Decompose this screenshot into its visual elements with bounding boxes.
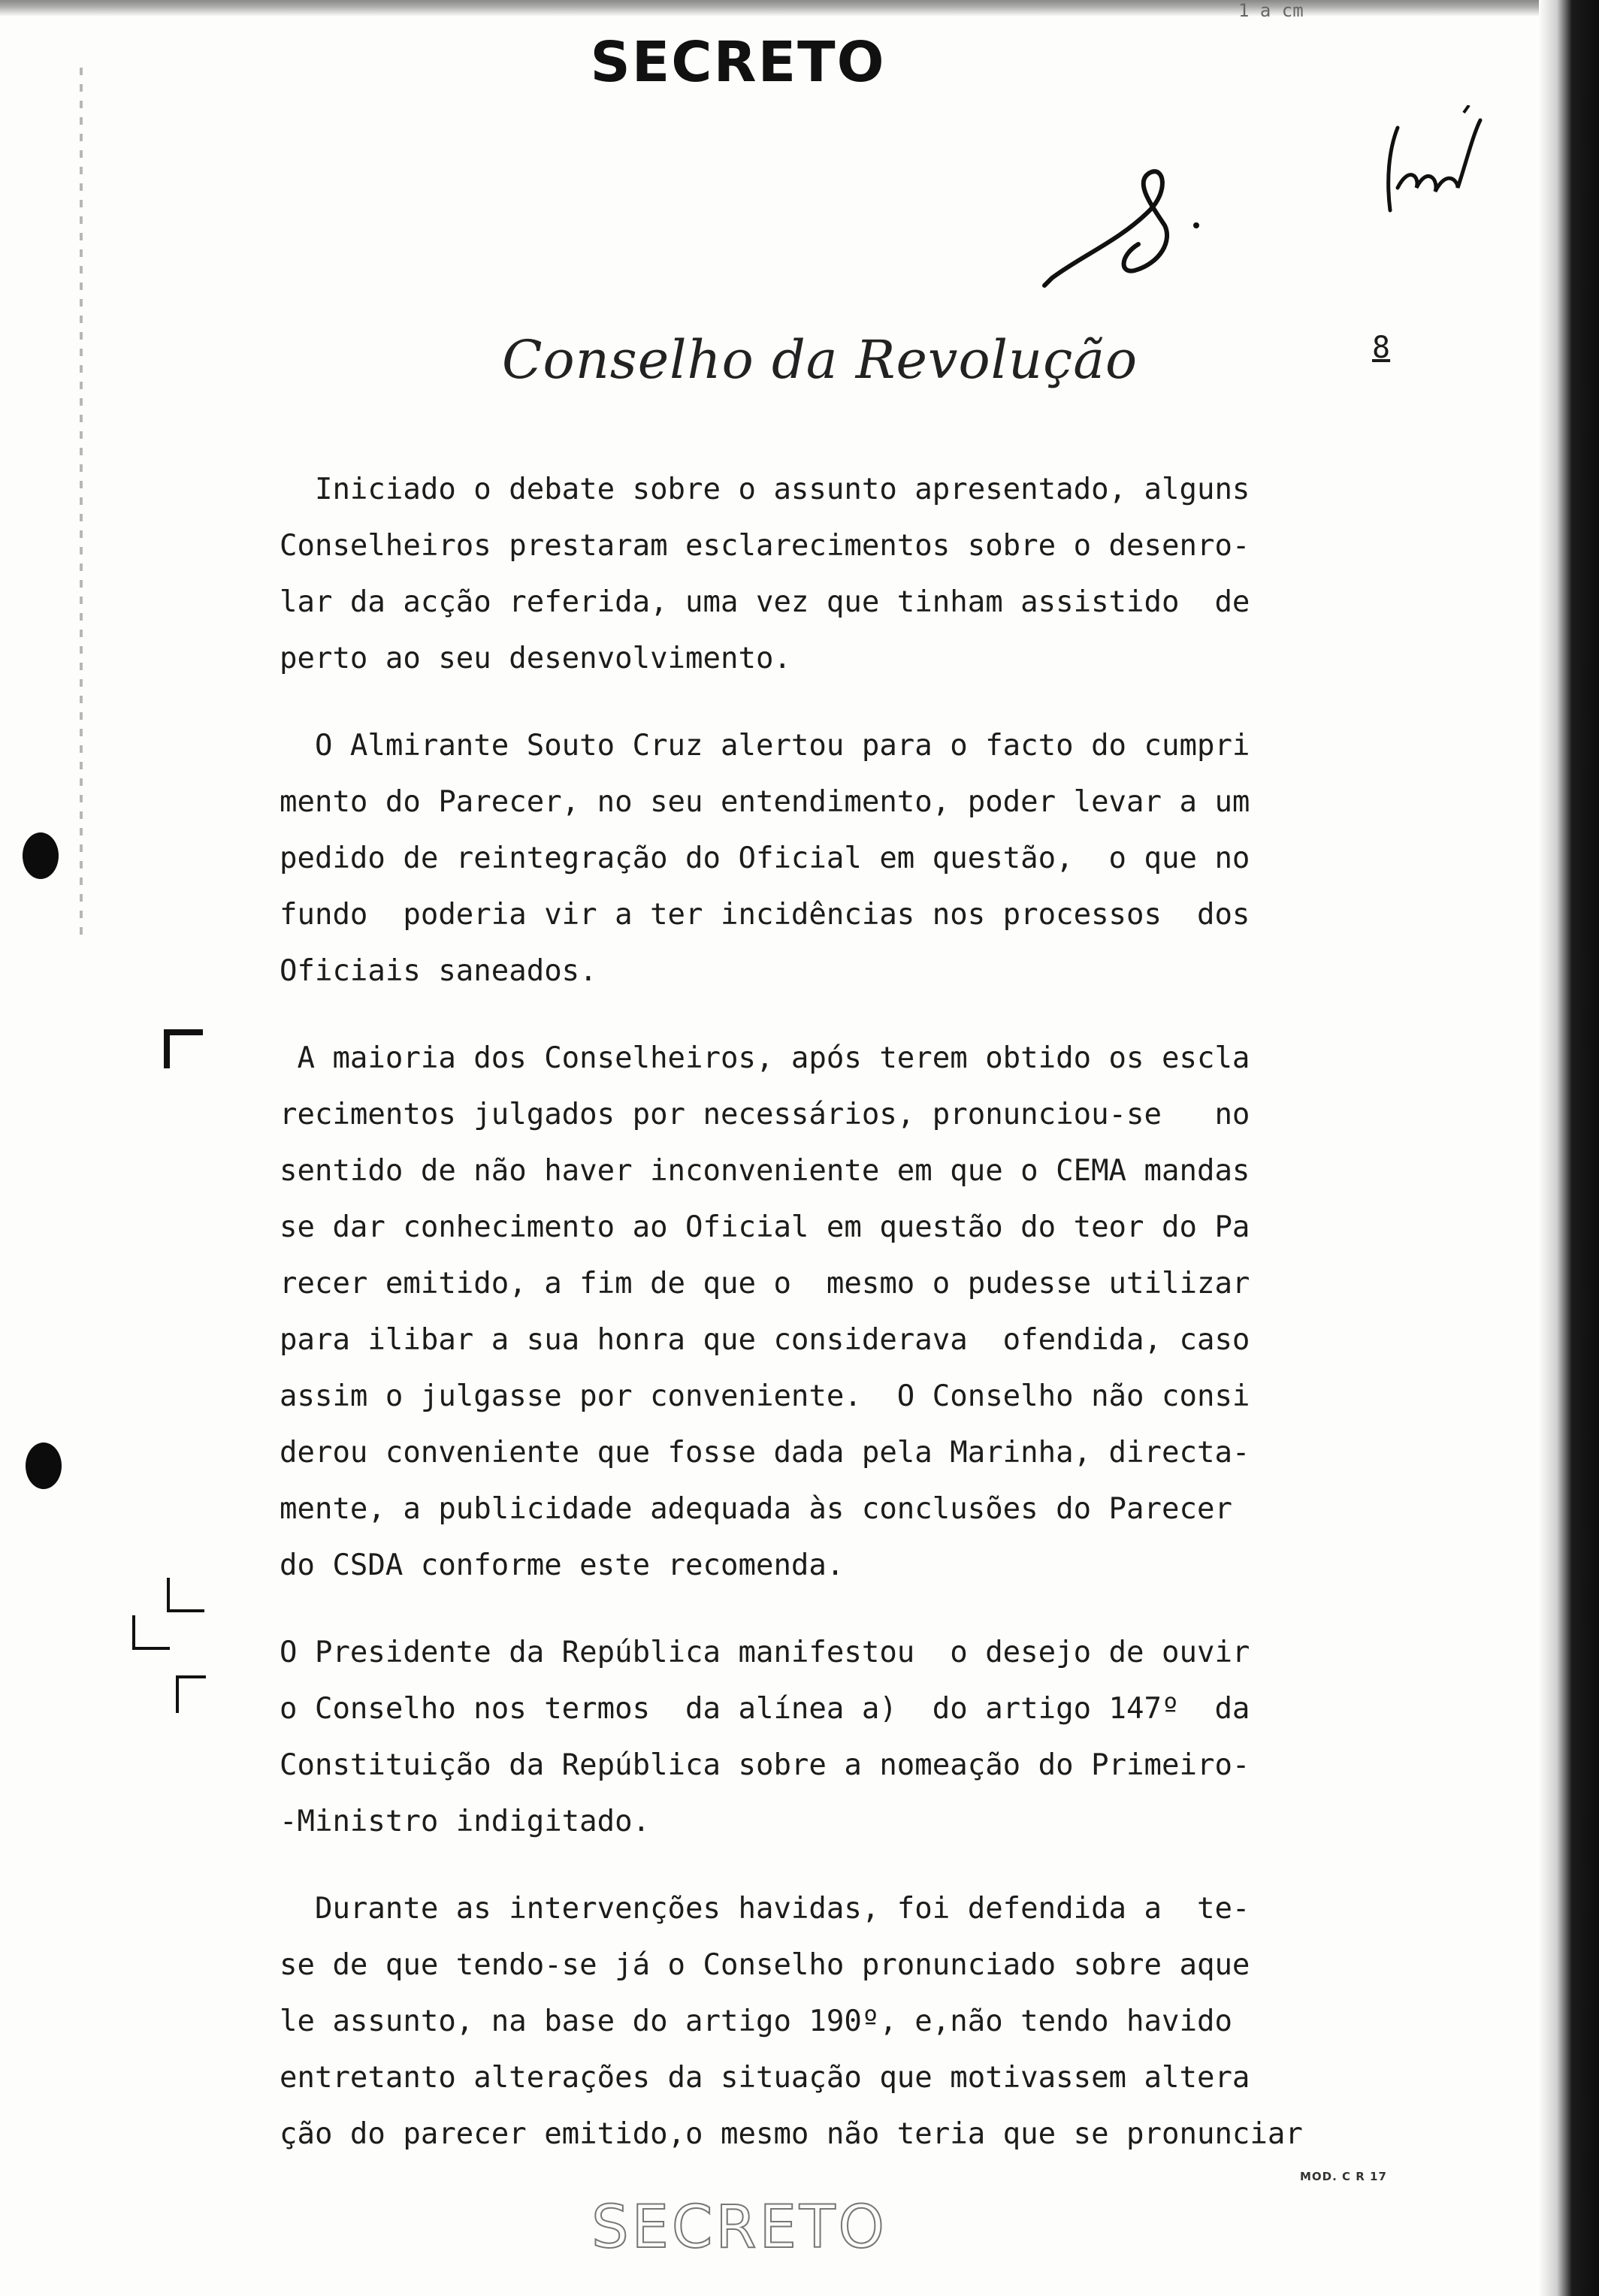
text-line: derou conveniente que fosse dada pela Marinha, directa- [280, 1436, 1250, 1470]
text-line: ção do parecer emitido,o mesmo não teria que se pronunciar [280, 2117, 1303, 2151]
paragraph [280, 718, 1407, 999]
document-body [280, 461, 1407, 2193]
text-line: entretanto alterações da situação que motivassem altera [280, 2061, 1250, 2095]
margin-bracket-mark [164, 1029, 203, 1068]
corner-note: 1 a cm [1238, 0, 1304, 21]
text-line: assim o julgasse por conveniente. O Conselho não consi [280, 1379, 1250, 1413]
text-line: mento do Parecer, no seu entendimento, poder levar a um [280, 785, 1250, 819]
text-line: le assunto, na base do artigo 190º, e,não tendo havido [280, 2004, 1232, 2038]
form-code: MOD. C R 17 [1300, 2170, 1387, 2183]
margin-bracket-mark [176, 1675, 206, 1713]
punch-hole-upper [23, 832, 59, 879]
handwritten-initials-signature [1037, 158, 1217, 293]
handwritten-rubric-signature [1375, 105, 1495, 225]
header-classification-stamp [0, 30, 1599, 95]
text-line: pedido de reintegração do Oficial em questão, o que no [280, 841, 1250, 875]
text-line: se de que tendo-se já o Conselho pronunciado sobre aque [280, 1948, 1250, 1982]
scan-shadow-right [1539, 0, 1599, 2296]
text-line: lar da acção referida, uma vez que tinham assistido de [280, 585, 1250, 619]
paragraph [280, 1624, 1407, 1850]
text-line: do CSDA conforme este recomenda. [280, 1548, 845, 1582]
text-line: Conselheiros prestaram esclarecimentos sobre o desenro- [280, 529, 1250, 563]
text-line: -Ministro indigitado. [280, 1805, 651, 1838]
text-line: recer emitido, a fim de que o mesmo o pudesse utilizar [280, 1267, 1250, 1301]
footer-classification: SECRETO [591, 2194, 887, 2261]
header-classification: SECRETO [590, 30, 886, 95]
punch-hole-lower [26, 1443, 62, 1489]
text-line: Constituição da República sobre a nomeação do Primeiro- [280, 1748, 1250, 1782]
text-line: O Presidente da República manifestou o desejo de ouvir [280, 1636, 1250, 1669]
text-line: O Almirante Souto Cruz alertou para o facto do cumpri [280, 729, 1250, 763]
text-line: o Conselho nos termos da alínea a) do artigo 147º da [280, 1692, 1250, 1726]
text-line: Iniciado o debate sobre o assunto apresentado, alguns [280, 473, 1250, 506]
text-line: se dar conhecimento ao Oficial em questão do teor do Pa [280, 1210, 1250, 1244]
page-number: 8 [1372, 331, 1391, 365]
text-line: A maioria dos Conselheiros, após terem obtido os escla [280, 1041, 1250, 1075]
text-line: mente, a publicidade adequada às conclusões do Parecer [280, 1492, 1232, 1526]
scan-shadow-top [0, 0, 1599, 17]
text-line: Durante as intervenções havidas, foi defendida a te- [280, 1892, 1250, 1926]
footer-classification-stamp [0, 2194, 1599, 2261]
margin-bracket-mark [167, 1578, 204, 1612]
paragraph [280, 461, 1407, 687]
text-line: sentido de não haver inconveniente em que o CEMA mandas [280, 1154, 1250, 1188]
paragraph [280, 1030, 1407, 1594]
text-line: recimentos julgados por necessários, pronunciou-se no [280, 1098, 1250, 1131]
text-line: para ilibar a sua honra que considerava ofendida, caso [280, 1323, 1250, 1357]
letterhead-title: Conselho da Revolução [502, 329, 1138, 391]
margin-bracket-mark [132, 1615, 170, 1650]
text-line: Oficiais saneados. [280, 954, 597, 988]
paragraph [280, 1881, 1407, 2162]
scan-shadow-left [80, 68, 83, 939]
text-line: fundo poderia vir a ter incidências nos processos dos [280, 898, 1250, 932]
text-line: perto ao seu desenvolvimento. [280, 642, 791, 675]
